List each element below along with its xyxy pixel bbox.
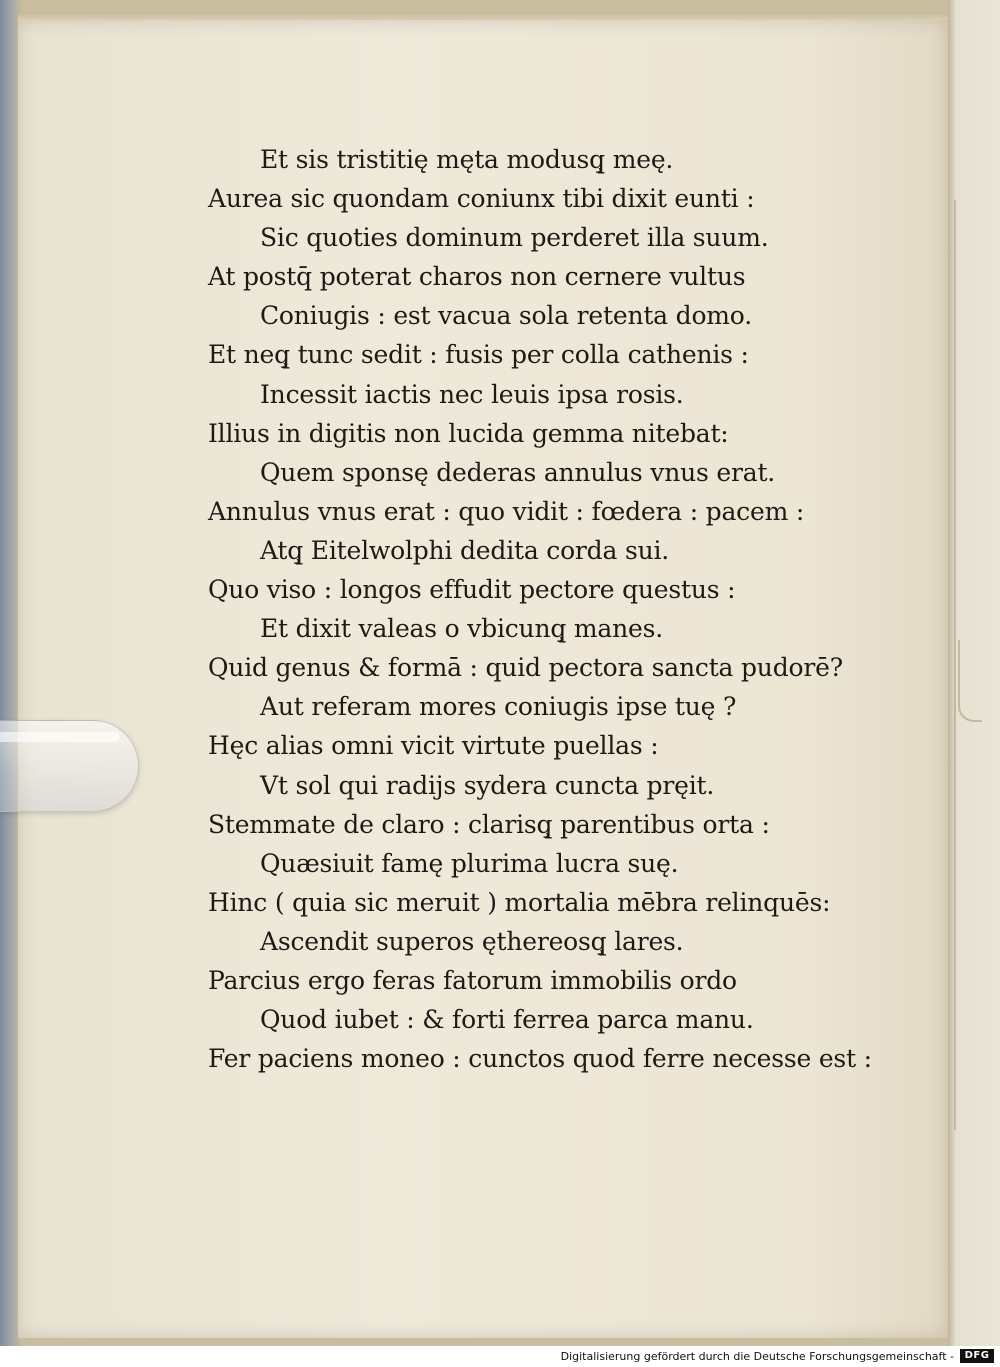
verse-line: Quid genus & formā : quid pectora sancta pudorē? — [208, 653, 843, 683]
binding-gutter — [954, 200, 956, 1130]
verse-text-block — [208, 140, 888, 1078]
verse-line: Illius in digitis non lucida gemma nitebat: — [208, 418, 729, 448]
verse-line: Coniugis : est vacua sola retenta domo. — [260, 301, 752, 331]
verse-line: Et neq̧ tunc sedit : fusis per colla cathenis : — [208, 340, 749, 370]
verse-line: Et dixit valeas o vbicunq̧ manes. — [260, 614, 663, 644]
verse-line: Incessit iactis nec leuis ipsa rosis. — [260, 379, 684, 409]
verse-line: Atq̧ Eitelwolphi dedita corda sui. — [260, 535, 670, 565]
verse-line: Aut referam mores coniugis ipse tuę ? — [260, 692, 737, 722]
verse-line: Sic quoties dominum perderet illa suum. — [260, 223, 769, 253]
verse-line: Parcius ergo feras fatorum immobilis ordo — [208, 965, 737, 995]
verse-line: Fer paciens moneo : cunctos quod ferre necesse est : — [208, 1044, 872, 1074]
verse-line: Quem sponsę dederas annulus vnus erat. — [260, 457, 776, 487]
verse-line: Hęc alias omni vicit virtute puellas : — [208, 731, 659, 761]
verse-line: Quod iubet : & forti ferrea parca manu. — [260, 1005, 754, 1035]
footer-bar — [0, 1346, 1000, 1367]
funding-credit: Digitalisierung gefördert durch die Deutsche Forschungsgemeinschaft - — [560, 1350, 954, 1363]
verse-line: Stemmate de claro : clarisq̧ parentibus orta : — [208, 809, 770, 839]
verse-line: Quo viso : longos effudit pectore questus : — [208, 575, 736, 605]
dfg-logo-icon: DFG — [960, 1349, 994, 1363]
verse-line: At postq̄ poterat charos non cernere vultus — [208, 262, 746, 292]
verse-line: Quæsiuit famę plurima lucra suę. — [260, 848, 679, 878]
verse-line: Et sis tristitię męta modusq̧ meę. — [260, 145, 674, 174]
verse-line: Hinc ( quia sic meruit ) mortalia mēbra relinquēs: — [208, 887, 831, 917]
verse-line: Annulus vnus erat : quo vidit : fœdera : pacem : — [208, 496, 805, 526]
binding-thread — [958, 640, 982, 722]
verse-line: Vt sol qui radijs sydera cuncta pręit. — [260, 770, 715, 800]
book-clip-highlight — [0, 732, 120, 742]
verse-line: Ascendit superos ęthereosq̧ lares. — [260, 926, 684, 956]
verse-line: Aurea sic quondam coniunx tibi dixit eunti : — [208, 184, 755, 214]
